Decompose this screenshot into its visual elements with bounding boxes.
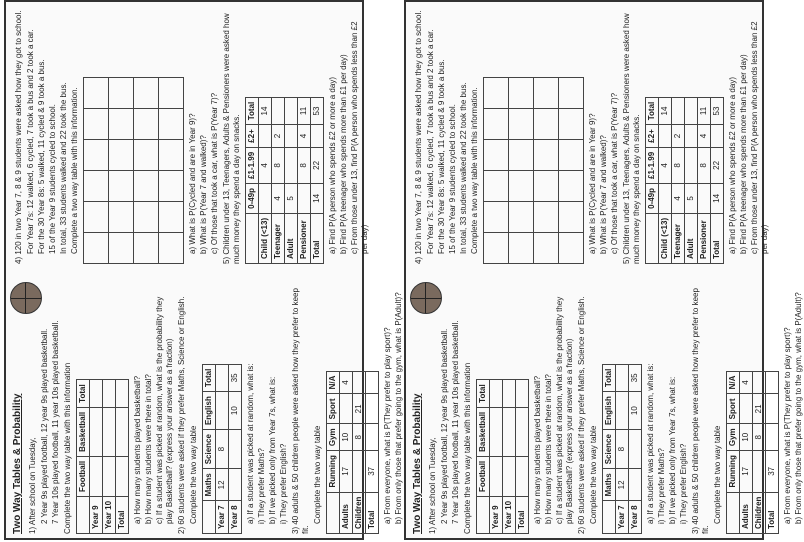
q2-part: i) They prefer English?: [278, 443, 288, 524]
q2-part: i) They prefer Maths?: [656, 448, 666, 524]
worksheet-title: Two Way Tables & Probability: [412, 393, 423, 534]
q4-empty-table: [483, 77, 584, 264]
q4-part: b) What is P(Year 7 and walked)?: [199, 135, 208, 254]
q5-part: a) Find P(A person who spends £2 or more a day): [328, 77, 337, 254]
q3-intro: 3) 40 adults & 50 children people were asked how they prefer to keep fit.: [290, 288, 310, 534]
rotated-content: [406, 2, 803, 542]
q2-table: Maths Science English Total Year 7 12 8 Year 8 10 35: [202, 364, 242, 534]
q4-part: c) Of those that took a car, what is P(Year 7)?: [210, 92, 219, 254]
q1-part: a) How many students played basketball?: [532, 375, 542, 524]
q5-intro: 5) Children under 13, Teenagers, Adults & Pensioners were asked how much money they spend a day on snacks.: [622, 13, 641, 264]
q1-instruction: Complete the two way table with this information: [462, 362, 472, 534]
q1-table: Football Basketball Total Year 9 Year 10 Total: [76, 379, 129, 534]
q2-intro: 2) 60 students were asked if they prefer Maths, Science or English.: [576, 296, 586, 534]
q5-part: b) Find P(A teenager who spends more than £1 per day): [739, 54, 748, 254]
q3-intro: 3) 40 adults & 50 children people were asked how they prefer to keep fit.: [690, 288, 710, 534]
worksheet-page-right: [404, 0, 803, 540]
q4-part: a) What is P(Cycled and are in Year 9)?: [188, 113, 197, 254]
q4-line: 15 of the Year 9 students cycled to school.: [448, 104, 457, 254]
q3-table: Running Gym Sport N/A Adults 17 10 4 Children 8 21 Total 37: [326, 371, 379, 534]
q4-line: For Year 7s: 12 walked, 6 cycled, 7 took a bus and 2 took a car.: [426, 29, 435, 254]
q1-part: a) How many students played basketball?: [132, 375, 142, 524]
q2-part: b) If we picked only from Year 7s, what is:: [667, 376, 677, 524]
q5-table: 0-49p £1-1.99 £2+ Total Child (<13) 4 14 Teenager 4 8 2 Adult 5 Pensioner 8 4 11 Total 14 22 53: [645, 97, 724, 264]
q1-line: 7 Year 10s played football, 11 year 10s played basketball.: [50, 320, 60, 524]
q4-intro: 4) 120 in two Year 7, 8 & 9 students were asked how they got to school.: [14, 10, 23, 264]
q4-line: In total, 33 students walked and 22 took the bus.: [459, 82, 468, 254]
q2-intro: 2) 60 students were asked if they prefer Maths, Science or English.: [176, 296, 186, 534]
q4-line: For the 30 Year 8s: 5 walked, 11 cycled & 9 took a bus.: [437, 59, 446, 254]
q4-line: In total, 33 students walked and 22 took the bus.: [59, 82, 68, 254]
q3-instruction: Complete the two way table: [312, 425, 322, 524]
q5-part: b) Find P(A teenager who spends more than £1 per day): [339, 54, 348, 254]
q2-part: i) They prefer Maths?: [256, 448, 266, 524]
q1-part: c) If a student was picked at random, what is the probability they play Basketball? (express your answer as a fraction): [154, 296, 174, 524]
q2-part: a) If a student was picked at random, what is:: [245, 363, 255, 524]
basketball-icon: [410, 282, 442, 314]
q1-table: Football Basketball Total Year 9 Year 10 Total: [476, 379, 529, 534]
rotated-content: [6, 2, 403, 542]
q1-line: 7 Year 10s played football, 11 year 10s played basketball.: [450, 320, 460, 524]
q1-line: 2 Year 9s played football, 12 year 9s played basketball.: [39, 328, 49, 524]
q1-part: b) How many students were there in total?: [543, 374, 553, 524]
q1-instruction: Complete the two way table with this information: [62, 362, 72, 534]
q2-part: i) They prefer English?: [678, 443, 688, 524]
q3-table: Running Gym Sport N/A Adults 17 10 4 Children 8 21 Total 37: [726, 371, 779, 534]
q4-part: a) What is P(Cycled and are in Year 9)?: [588, 113, 597, 254]
q4-line: For the 30 Year 8s: 5 walked, 11 cycled & 9 took a bus.: [37, 59, 46, 254]
q1-part: c) If a student was picked at random, what is the probability they play Basketball? (express your answer as a fraction): [554, 296, 574, 524]
q1-intro: 1) After school on Tuesday,: [427, 437, 437, 534]
q4-intro: 4) 120 in two Year 7, 8 & 9 students were asked how they got to school.: [414, 10, 423, 264]
q4-line: 15 of the Year 9 students cycled to school.: [48, 104, 57, 254]
worksheet-title: Two Way Tables & Probability: [12, 393, 23, 534]
q3-instruction: Complete the two way table: [712, 425, 722, 524]
q5-intro: 5) Children under 13, Teenagers, Adults & Pensioners were asked how much money they spend a day on snacks.: [222, 13, 241, 264]
q1-part: b) How many students were there in total?: [143, 374, 153, 524]
q3-part: b) From only those that prefer going to the gym, what is P(Adult)?: [393, 292, 403, 524]
q3-part: b) From only those that prefer going to the gym, what is P(Adult)?: [793, 292, 803, 524]
q5-table: 0-49p £1-1.99 £2+ Total Child (<13) 4 14 Teenager 4 8 2 Adult 5 Pensioner 8 4 11 Total 14 22 53: [245, 97, 324, 264]
worksheet-right-half: [406, 2, 769, 272]
q4-part: b) What is P(Year 7 and walked)?: [599, 135, 608, 254]
q2-instruction: Complete the two way table: [188, 425, 198, 524]
worksheet-left-half: [406, 272, 803, 542]
worksheet-right-half: [6, 2, 369, 272]
q5-part: c) From those under 13, find P(A person who spends less than £2 per day): [750, 21, 769, 254]
q4-line: Complete a two way table with this information.: [470, 87, 479, 254]
q5-part: a) Find P(A person who spends £2 or more a day): [728, 77, 737, 254]
worksheet-page-left: [4, 0, 403, 540]
q5-part: c) From those under 13, find P(A person who spends less than £2 per day): [350, 21, 369, 254]
q3-part: a) From everyone, what is P(They prefer to play sport)?: [782, 327, 792, 524]
q2-part: b) If we picked only from Year 7s, what is:: [267, 376, 277, 524]
q2-part: a) If a student was picked at random, what is:: [645, 363, 655, 524]
q2-instruction: Complete the two way table: [588, 425, 598, 524]
q4-line: For Year 7s: 12 walked, 6 cycled, 7 took a bus and 2 took a car.: [26, 29, 35, 254]
q4-part: c) Of those that took a car, what is P(Year 7)?: [610, 92, 619, 254]
basketball-icon: [10, 282, 42, 314]
q4-empty-table: [83, 77, 184, 264]
q2-table: Maths Science English Total Year 7 12 8 Year 8 10 35: [602, 364, 642, 534]
q1-intro: 1) After school on Tuesday,: [27, 437, 37, 534]
worksheet-left-half: [6, 272, 403, 542]
q4-line: Complete a two way table with this information.: [70, 87, 79, 254]
q1-line: 2 Year 9s played football, 12 year 9s played basketball.: [439, 328, 449, 524]
q3-part: a) From everyone, what is P(They prefer to play sport)?: [382, 327, 392, 524]
